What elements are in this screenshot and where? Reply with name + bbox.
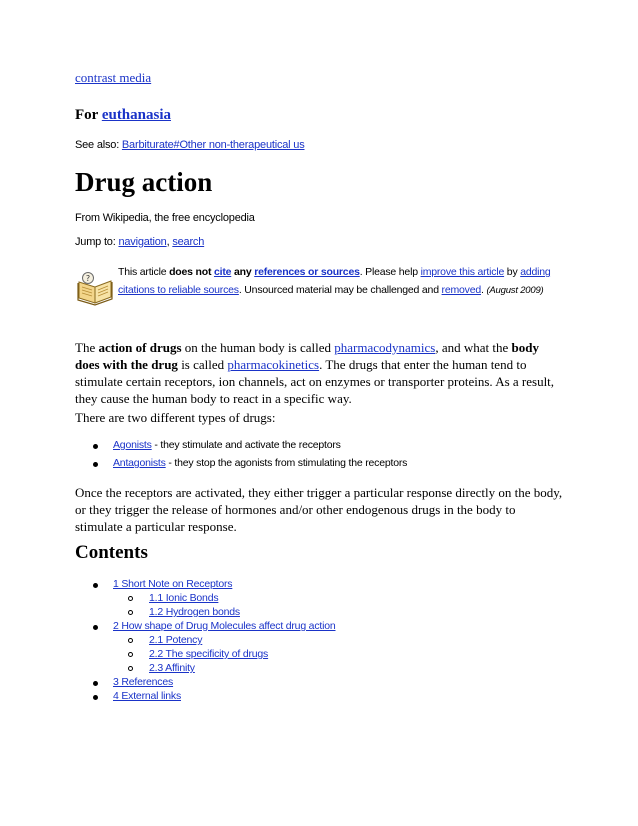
contents-heading: Contents — [75, 542, 148, 563]
circle-bullet-icon — [128, 652, 133, 657]
toc-link[interactable]: 4 External links — [113, 690, 181, 702]
list-item — [93, 436, 573, 454]
toc-subitem — [93, 605, 493, 619]
adding-citations-link[interactable]: adding citations to reliable sources — [118, 266, 551, 296]
antagonists-link[interactable]: Antagonists — [113, 457, 166, 469]
jump-search-link[interactable]: search — [172, 236, 205, 248]
circle-bullet-icon — [128, 638, 133, 643]
improve-article-link[interactable]: improve this article — [420, 266, 505, 278]
toc-subitem — [93, 633, 493, 647]
circle-bullet-icon — [128, 610, 133, 615]
toc-link[interactable]: 2.2 The specificity of drugs — [149, 648, 269, 660]
see-also-link[interactable]: Barbiturate#Other non-therapeutical us — [121, 139, 305, 151]
bullet-icon — [93, 583, 98, 588]
notice-does-not: does not — [169, 266, 214, 278]
toc-item — [93, 675, 493, 689]
toc-item — [93, 577, 493, 591]
receptor-paragraph: Once the receptors are activated, they either trigger a particular response directly on the body, or they trigger the release of hormones and/or other endogenous drugs in the body to stimulate a particular response. — [75, 485, 563, 534]
text-part: , and what the — [435, 340, 512, 355]
removed-link[interactable]: removed — [441, 284, 481, 296]
agonists-link[interactable]: Agonists — [113, 439, 152, 451]
text-part: on the human body is called — [181, 340, 335, 355]
toc-link[interactable]: 1.2 Hydrogen bonds — [149, 606, 240, 618]
toc-item — [93, 689, 493, 703]
toc-link[interactable]: 1 Short Note on Receptors — [113, 578, 233, 590]
page-title: Drug action — [75, 167, 213, 197]
list-item-text: - they stop the agonists from stimulating the receptors — [165, 457, 408, 469]
bullet-icon — [93, 681, 98, 686]
text-part: The — [75, 340, 99, 355]
hatnote-for-prefix: For — [75, 107, 102, 123]
text-part: . The drugs that enter the human tend to stimulate certain receptors, ion channels, act on enzymes or transporter proteins. As a result, they cause the human body to react in a specific way. — [75, 357, 555, 406]
svg-text:?: ? — [85, 274, 91, 283]
bold-term: action of drugs — [98, 340, 182, 355]
jump-separator: , — [166, 236, 173, 248]
see-also-line — [75, 139, 305, 151]
notice-text-part: . Unsourced material may be challenged and — [238, 284, 442, 296]
drug-types-list — [93, 436, 573, 472]
bullet-icon — [93, 625, 98, 630]
bullet-icon — [93, 695, 98, 700]
book-icon — [76, 270, 114, 306]
toc-link[interactable]: 2.1 Potency — [149, 634, 203, 646]
toc-subitem — [93, 647, 493, 661]
bullet-icon — [93, 444, 98, 449]
pharmacokinetics-link[interactable]: pharmacokinetics — [227, 357, 320, 372]
unreferenced-notice — [76, 263, 566, 313]
toc-link[interactable]: 2.3 Affinity — [149, 662, 195, 674]
notice-date: (August 2009) — [486, 285, 544, 296]
see-also-prefix: See also: — [75, 139, 122, 151]
references-or-sources-link[interactable]: references or sources — [254, 266, 360, 278]
list-item-text: - they stimulate and activate the receptors — [151, 439, 341, 451]
types-intro-paragraph: There are two different types of drugs: — [75, 410, 276, 425]
table-of-contents — [93, 577, 493, 703]
jump-to-prefix: Jump to: — [75, 236, 119, 248]
contrast-media-link-line — [75, 70, 151, 86]
notice-text-part: by — [504, 266, 521, 278]
circle-bullet-icon — [128, 596, 133, 601]
euthanasia-link[interactable]: euthanasia — [101, 107, 171, 123]
notice-any: any — [231, 266, 255, 278]
toc-subitem — [93, 591, 493, 605]
notice-text-part: This article — [118, 266, 170, 278]
notice-text-part: . Please help — [359, 266, 421, 278]
bullet-icon — [93, 462, 98, 467]
cite-link[interactable]: cite — [213, 266, 232, 278]
contrast-media-link[interactable]: contrast media — [75, 70, 152, 85]
hatnote-for — [75, 107, 171, 124]
notice-text — [118, 263, 568, 300]
intro-paragraph — [75, 339, 565, 407]
pharmacodynamics-link[interactable]: pharmacodynamics — [334, 340, 436, 355]
circle-bullet-icon — [128, 666, 133, 671]
site-subtitle: From Wikipedia, the free encyclopedia — [75, 212, 255, 224]
toc-subitem — [93, 661, 493, 675]
toc-link[interactable]: 2 How shape of Drug Molecules affect drug action — [113, 620, 336, 632]
toc-item — [93, 619, 493, 633]
notice-text-part: . — [481, 284, 487, 296]
toc-link[interactable]: 1.1 Ionic Bonds — [149, 592, 219, 604]
list-item — [93, 454, 573, 472]
toc-link[interactable]: 3 References — [113, 676, 174, 688]
text-part: is called — [177, 357, 228, 372]
jump-navigation-link[interactable]: navigation — [118, 236, 167, 248]
jump-to-line — [75, 236, 204, 248]
bold-term: body does with the drug — [75, 340, 539, 372]
